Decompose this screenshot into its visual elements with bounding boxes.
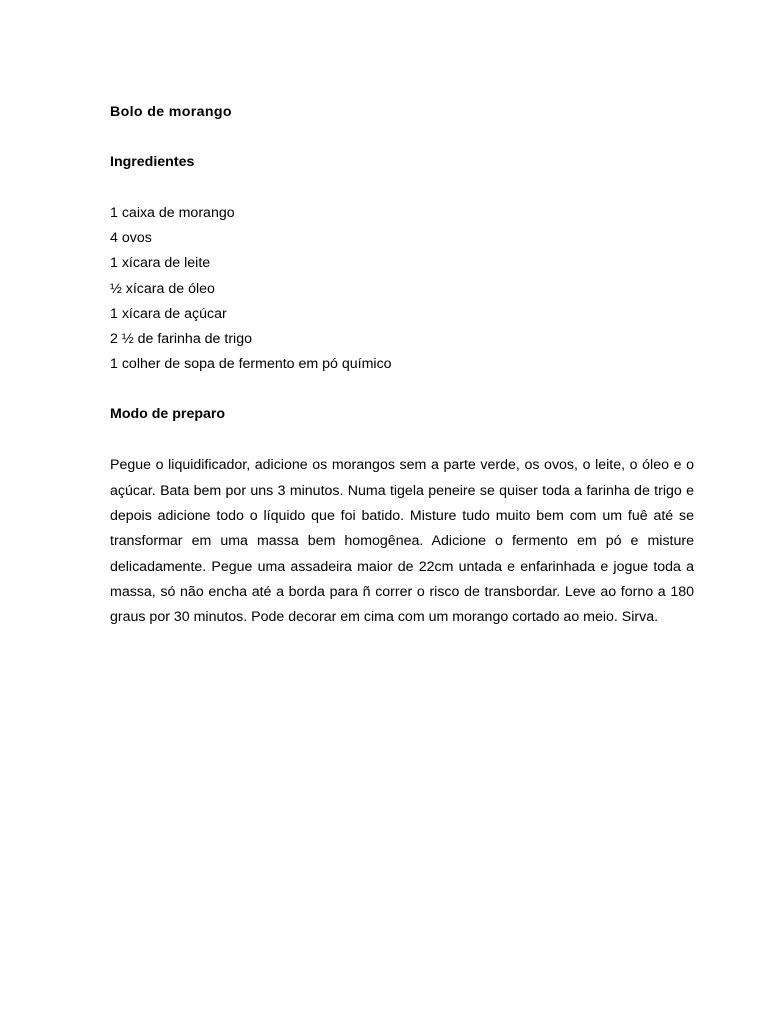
preparation-heading: Modo de preparo (110, 406, 226, 423)
ingredients-list (110, 201, 694, 377)
ingredient-item: 2 ½ de farinha de trigo (110, 331, 252, 348)
ingredient-item: 1 xícara de açúcar (110, 305, 227, 322)
ingredients-heading: Ingredientes (110, 154, 195, 170)
ingredient-item: 1 xícara de leite (110, 255, 211, 272)
ingredient-item: 1 caixa de morango (110, 205, 235, 221)
recipe-title: Bolo de morango (110, 104, 232, 120)
ingredient-item: ½ xícara de óleo (110, 280, 215, 297)
recipe-content (110, 101, 694, 631)
ingredient-item: 4 ovos (110, 230, 152, 247)
ingredient-item: 1 colher de sopa de fermento em pó químico (110, 356, 392, 373)
preparation-paragraph: Pegue o liquidificador, adicione os morangos sem a parte verde, os ovos, o leite, o óleo e o açúcar. Bata bem por uns 3 minutos. Numa tigela peneire se quiser toda a farinha de trigo e depois adicione todo o líquido que foi batido. Misture tudo muito bem com um fuê até se transformar em uma massa bem homogênea. Adicione o fermento em pó e misture delicadamente. Pegue uma assadeira maior de 22cm untada e enfarinhada e jogue toda a massa, só não encha até a borda para ñ correr o risco de transbordar. Leve ao forno a 180 graus por 30 minutos. Pode decorar em cima com um morango cortado ao meio. Sirva. (110, 457, 694, 626)
